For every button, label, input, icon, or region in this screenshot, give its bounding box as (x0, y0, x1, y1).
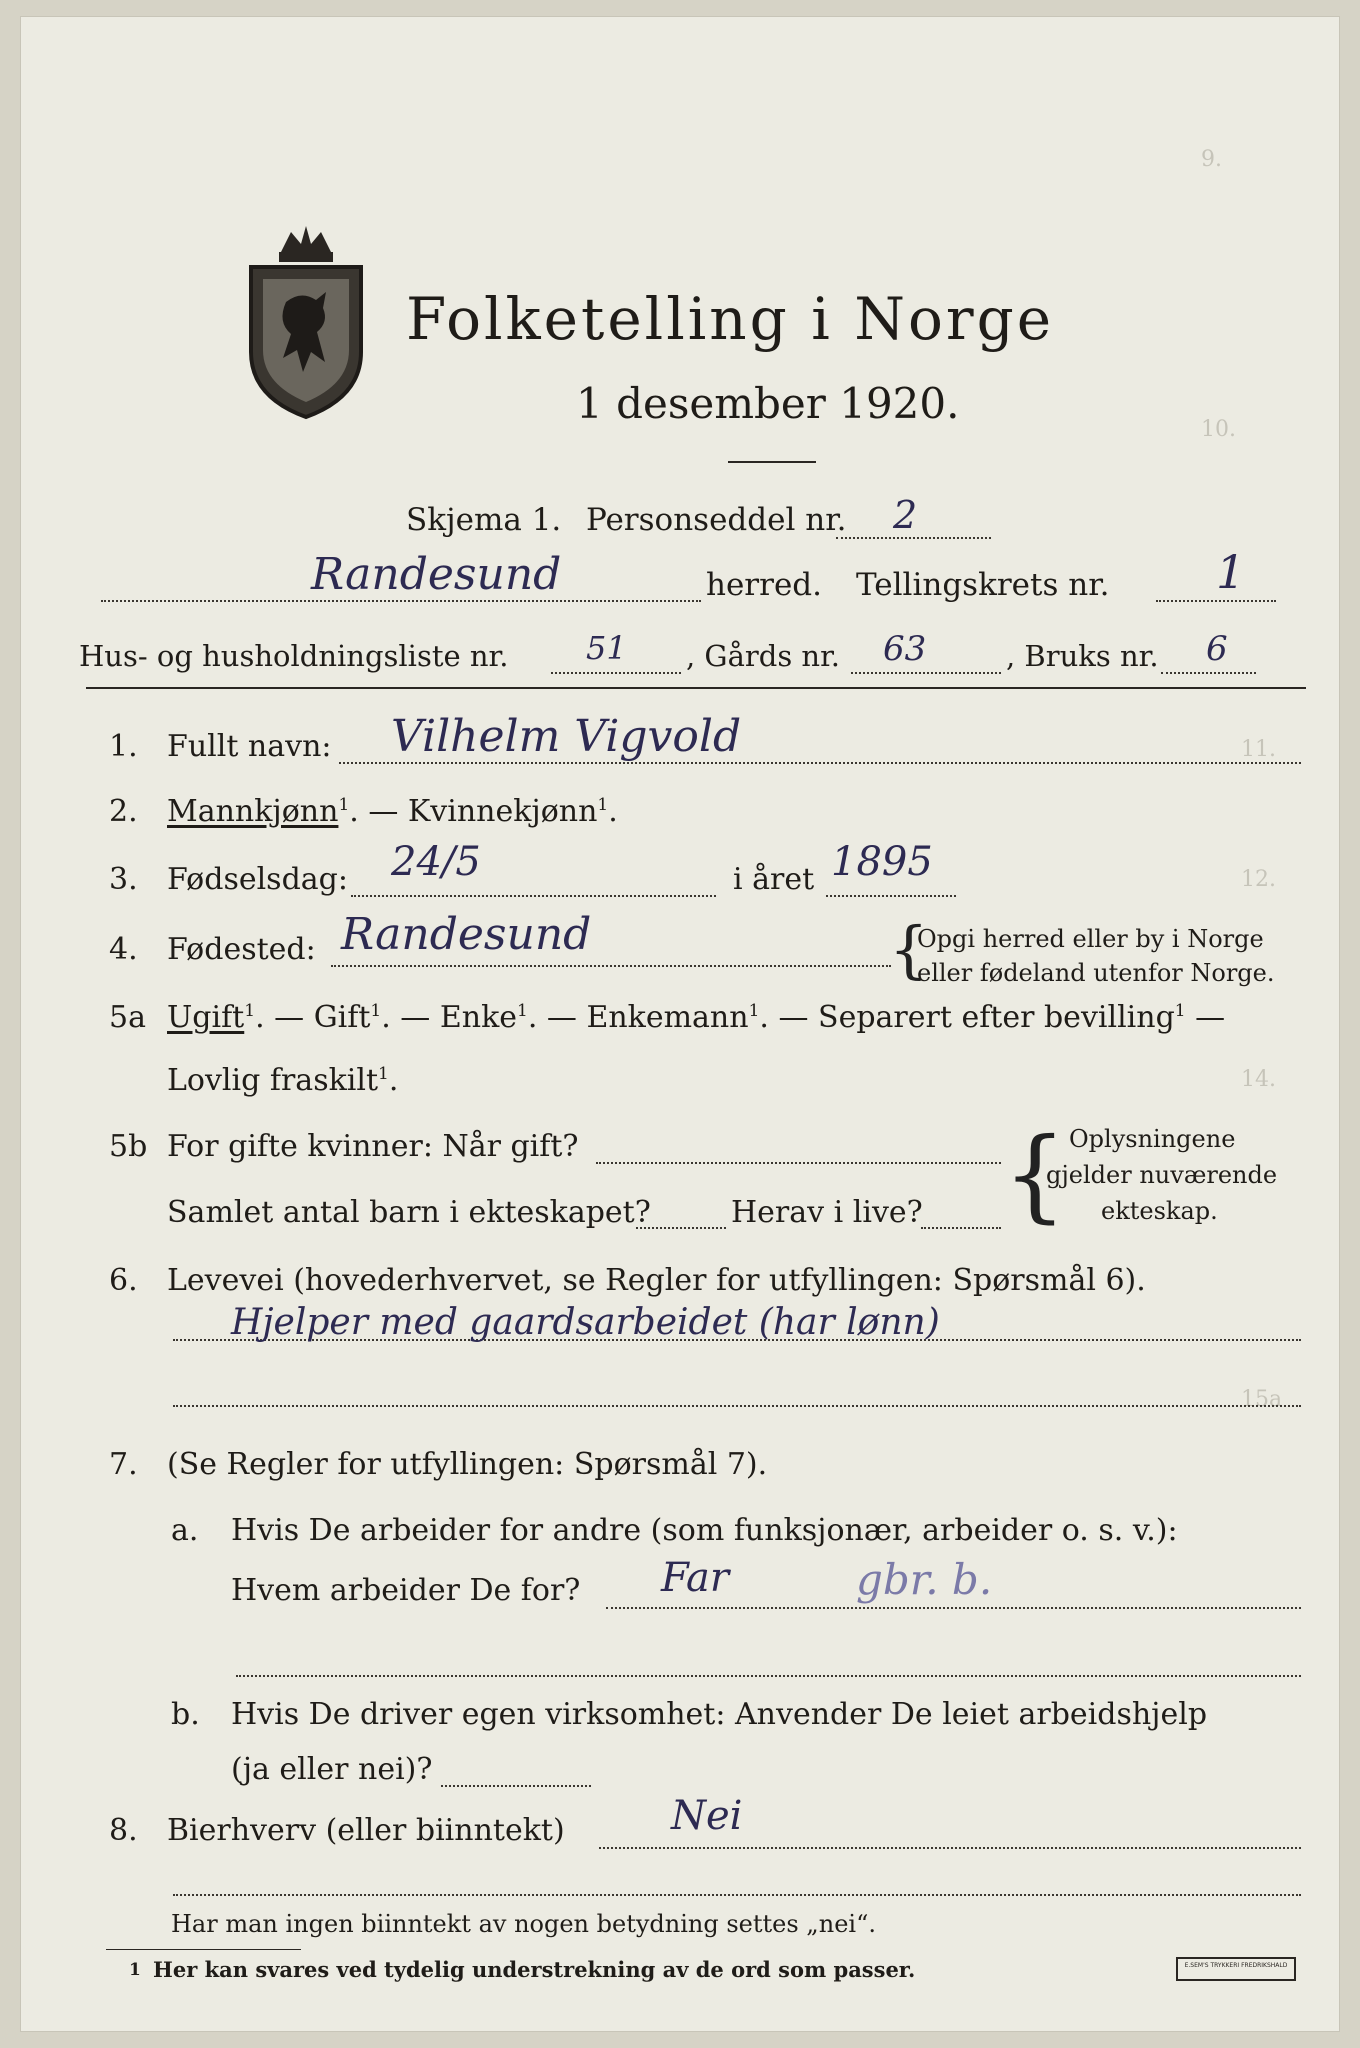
herred-field[interactable] (101, 600, 701, 602)
q5a-options-line2: Lovlig fraskilt$^1$. (167, 1063, 399, 1098)
q6-number: 6. (109, 1263, 138, 1298)
side-income-value: Nei (671, 1793, 743, 1839)
children-alive-field[interactable] (921, 1227, 1001, 1229)
footer-note: Har man ingen biinntekt av nogen betydning settes „nei“. (171, 1910, 876, 1938)
footnote-number: 1 (129, 1960, 141, 1980)
q1-label: Fullt navn: (167, 729, 332, 764)
q5b-brace: { (1003, 1116, 1067, 1233)
employer-value: Far (661, 1555, 730, 1601)
q5b-label-2: Samlet antal barn i ekteskapet? (167, 1195, 651, 1230)
q4-note-2: eller fødeland utenfor Norge. (917, 959, 1275, 987)
side-income-field[interactable] (599, 1847, 1301, 1849)
q5b-note-2: gjelder nuværende (1046, 1161, 1278, 1189)
census-form-sheet (20, 16, 1340, 2032)
q5b-label-3: Herav i live? (731, 1195, 923, 1230)
occupation-field-2[interactable] (173, 1405, 1301, 1407)
q8-label: Bierhverv (eller biinntekt) (167, 1813, 565, 1848)
q7b-text: Hvis De driver egen virksomhet: Anvender De leiet arbeidshjelp (231, 1697, 1208, 1732)
q8-number: 8. (109, 1813, 138, 1848)
q5b-note-3: ekteskap. (1101, 1197, 1218, 1225)
q7a-text: Hvis De arbeider for andre (som funksjonær, arbeider o. s. v.): (231, 1513, 1178, 1548)
form-date: 1 desember 1920. (576, 379, 960, 428)
bruks-label: , Bruks nr. (1006, 639, 1159, 673)
bleed-through-text: 15a (1241, 1387, 1283, 1412)
title-divider (728, 461, 816, 463)
q5a-number: 5a (109, 1000, 146, 1035)
skjema-label: Skjema 1. (406, 502, 562, 538)
employer-field[interactable] (606, 1607, 1301, 1609)
birthyear-value: 1895 (831, 839, 933, 885)
gards-label: , Gårds nr. (686, 639, 840, 673)
herred-label: herred. (706, 567, 822, 603)
full-name-field[interactable] (339, 762, 1301, 764)
q4-number: 4. (109, 932, 138, 967)
side-income-field-2[interactable] (173, 1894, 1301, 1896)
option-lovlig-fraskilt[interactable]: Lovlig fraskilt (167, 1063, 379, 1098)
employer-field-2[interactable] (236, 1675, 1301, 1677)
option-mannkjonn[interactable]: Mannkjønn (167, 794, 339, 829)
q7b-question: (ja eller nei)? (231, 1752, 433, 1787)
q7-number: 7. (109, 1447, 138, 1482)
birthplace-field[interactable] (331, 965, 891, 967)
hus-label: Hus- og husholdningsliste nr. (79, 639, 509, 673)
birthdate-value: 24/5 (391, 839, 481, 885)
bleed-through-text: 14. (1241, 1067, 1276, 1092)
q4-note-1: Opgi herred eller by i Norge (917, 925, 1264, 953)
birthdate-field[interactable] (351, 895, 716, 897)
footnote-text: Her kan svares ved tydelig understrekning av de ord som passer. (153, 1957, 916, 1982)
bleed-through-text: 10. (1201, 417, 1236, 442)
form-title: Folketelling i Norge (406, 285, 1055, 353)
q7a-question: Hvem arbeider De for? (231, 1573, 581, 1608)
q3-number: 3. (109, 862, 138, 897)
bleed-through-text: 12. (1241, 867, 1276, 892)
option-enkemann[interactable]: Enkemann (586, 1000, 749, 1035)
bleed-through-text: 11. (1241, 737, 1276, 762)
q7b-letter: b. (171, 1697, 200, 1732)
q5b-label-1: For gifte kvinner: Når gift? (167, 1129, 579, 1164)
bruks-field[interactable] (1161, 672, 1256, 674)
q7a-letter: a. (171, 1513, 199, 1548)
option-kvinnekjonn[interactable]: Kvinnekjønn (407, 794, 598, 829)
hus-field[interactable] (551, 672, 681, 674)
q1-number: 1. (109, 729, 138, 764)
q4-label: Fødested: (167, 932, 316, 967)
tellingskrets-value: 1 (1216, 545, 1246, 599)
hired-help-field[interactable] (441, 1785, 591, 1787)
option-enke[interactable]: Enke (439, 1000, 517, 1035)
q7-label: (Se Regler for utfyllingen: Spørsmål 7). (167, 1447, 768, 1482)
bleed-through-text: 9. (1201, 147, 1222, 172)
gards-field[interactable] (851, 672, 1001, 674)
birthyear-field[interactable] (826, 895, 956, 897)
full-name-value: Vilhelm Vigvold (391, 711, 742, 762)
personseddel-field[interactable] (836, 537, 991, 539)
option-gift[interactable]: Gift (313, 1000, 371, 1035)
gards-value: 63 (883, 629, 927, 669)
tellingskrets-label: Tellingskrets nr. (856, 567, 1110, 603)
norwegian-coat-of-arms-icon (241, 212, 371, 422)
birthplace-value: Randesund (341, 909, 592, 960)
q5b-note-1: Oplysningene (1069, 1125, 1236, 1153)
children-total-field[interactable] (636, 1227, 726, 1229)
married-when-field[interactable] (596, 1162, 1001, 1164)
q6-label: Levevei (hovederhvervet, se Regler for utfyllingen: Spørsmål 6). (167, 1263, 1146, 1298)
year-label: i året (733, 862, 815, 897)
q4-brace: { (889, 913, 929, 986)
bruks-value: 6 (1206, 629, 1228, 669)
employer-annotation: gbr. b. (856, 1555, 993, 1604)
personseddel-label: Personseddel nr. (586, 502, 847, 538)
footer-divider (106, 1949, 301, 1950)
hus-value: 51 (586, 629, 627, 667)
q3-label: Fødselsdag: (167, 862, 348, 897)
tellingskrets-field[interactable] (1156, 600, 1276, 602)
option-separert[interactable]: Separert efter bevilling (818, 1000, 1175, 1035)
q2-number: 2. (109, 794, 138, 829)
q2-options: Mannkjønn$^1$. — Kvinnekjønn$^1$. (167, 794, 618, 829)
option-ugift[interactable]: Ugift (167, 1000, 245, 1035)
q5a-options: Ugift$^1$. — Gift$^1$. — Enke$^1$. — Enkemann$^1$. — Separert efter bevilling$^1$ — (167, 1000, 1226, 1035)
header-divider (86, 687, 1306, 689)
q5b-number: 5b (109, 1129, 148, 1164)
printer-stamp: E.SEM'S TRYKKERI FREDRIKSHALD (1176, 1957, 1296, 1981)
herred-value: Randesund (311, 549, 562, 600)
personseddel-value: 2 (893, 493, 918, 537)
occupation-value: Hjelper med gaardsarbeidet (har lønn) (231, 1302, 940, 1343)
